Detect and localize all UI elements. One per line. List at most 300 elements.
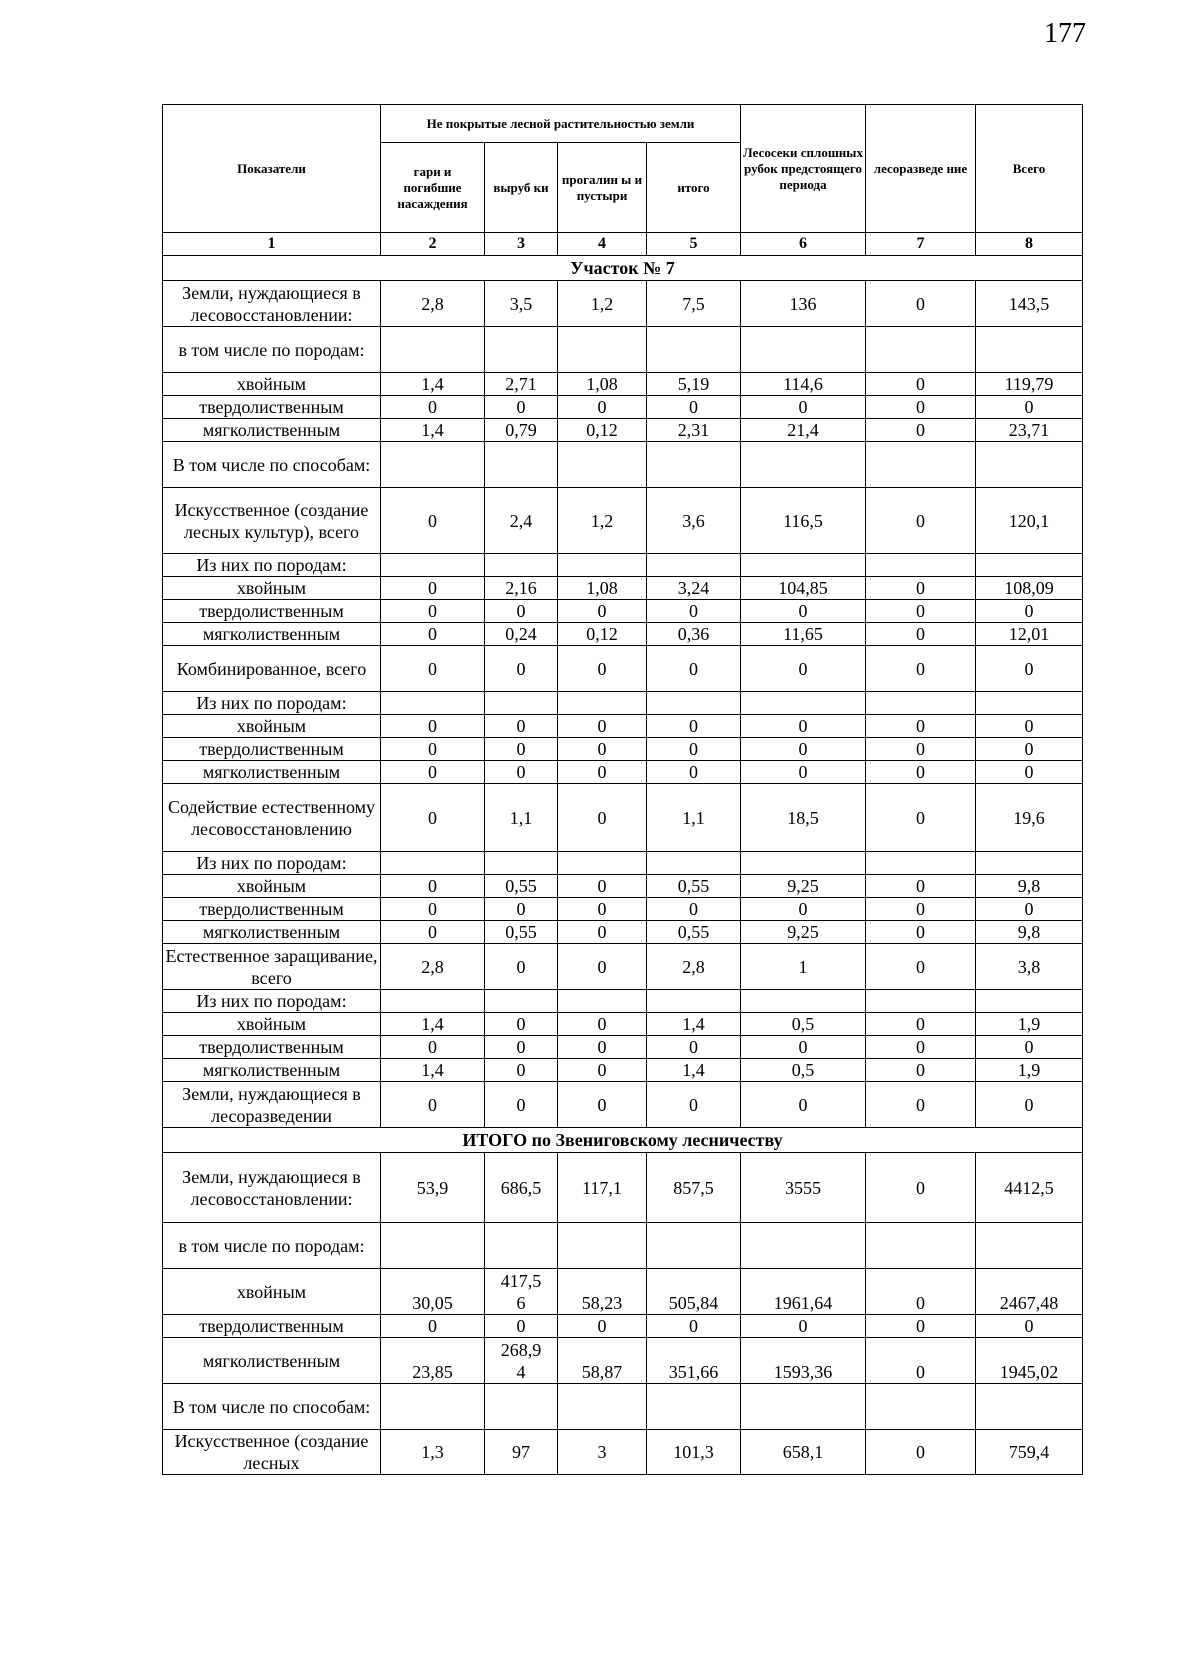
table-cell: 0 [741,898,866,921]
table-cell: 2467,48 [976,1269,1083,1315]
table-cell: 12,01 [976,623,1083,646]
row-label: Естественное заращивание, всего [163,944,381,990]
table-cell: 268,9 4 [485,1338,558,1384]
table-cell: 1,1 [485,784,558,852]
row-label: твердолиственным [163,600,381,623]
table-cell: 0 [381,761,485,784]
column-number-row [163,233,1083,256]
table-cell: 0 [485,1013,558,1036]
table-cell [866,852,976,875]
table-cell: 0,55 [485,921,558,944]
table-row [163,327,1083,373]
table-cell [741,852,866,875]
table-cell: 1,9 [976,1059,1083,1082]
table-cell: 0 [866,944,976,990]
table-cell: 1,4 [647,1013,741,1036]
table-cell: 0 [485,761,558,784]
table-cell [558,692,647,715]
table-cell [647,554,741,577]
table-cell: 0 [558,898,647,921]
table-cell [866,692,976,715]
table-cell: 0,12 [558,623,647,646]
row-label: в том числе по породам: [163,1223,381,1269]
table-cell: 117,1 [558,1153,647,1223]
table-row [163,396,1083,419]
table-cell: 0 [976,600,1083,623]
table-cell: 0 [558,1082,647,1128]
table-cell: 9,25 [741,921,866,944]
table-cell: 0 [558,738,647,761]
table-cell [381,327,485,373]
row-label: Из них по породам: [163,554,381,577]
table-cell: 3,5 [485,281,558,327]
table-cell: 1,4 [381,373,485,396]
table-cell [741,554,866,577]
table-cell: 0 [485,1315,558,1338]
header-afforestation: лесоразведе ние [866,105,976,233]
table-cell: 114,6 [741,373,866,396]
table-cell [485,852,558,875]
table-cell: 9,8 [976,875,1083,898]
row-label: твердолиственным [163,738,381,761]
table-cell: 1593,36 [741,1338,866,1384]
table-cell: 0 [866,281,976,327]
table-cell: 1,4 [647,1059,741,1082]
table-cell: 0,55 [647,875,741,898]
table-cell: 0 [485,1036,558,1059]
table-cell: 0 [381,623,485,646]
row-label: Комбинированное, всего [163,646,381,692]
column-number: 1 [163,233,381,256]
row-label: Из них по породам: [163,852,381,875]
row-label: хвойным [163,373,381,396]
table-row [163,990,1083,1013]
table-cell: 11,65 [741,623,866,646]
table-cell: 1,2 [558,488,647,554]
row-label: В том числе по способам: [163,1384,381,1430]
table-cell: 0 [976,1036,1083,1059]
table-cell: 7,5 [647,281,741,327]
table-row [163,1315,1083,1338]
table-cell: 0 [381,1082,485,1128]
table-cell: 0 [976,761,1083,784]
table-cell: 143,5 [976,281,1083,327]
table-cell: 0 [485,600,558,623]
table-cell: 0 [866,488,976,554]
table-cell: 0 [866,921,976,944]
table-cell [485,442,558,488]
table-cell: 0 [485,1059,558,1082]
table-cell [485,1384,558,1430]
table-cell: 0 [866,623,976,646]
row-label: мягколиственным [163,1338,381,1384]
table-cell: 58,87 [558,1338,647,1384]
row-label: хвойным [163,1013,381,1036]
table-cell: 0 [558,1013,647,1036]
table-cell: 0,55 [485,875,558,898]
table-cell [741,692,866,715]
table-cell [558,990,647,1013]
row-label: Искусственное (создание лесных [163,1430,381,1475]
column-number: 3 [485,233,558,256]
table-row [163,875,1083,898]
table-row [163,1384,1083,1430]
row-label: мягколиственным [163,623,381,646]
table-cell: 0 [381,1315,485,1338]
table-cell: 0 [976,1082,1083,1128]
column-number: 2 [381,233,485,256]
table-cell: 21,4 [741,419,866,442]
table-cell: 0 [485,396,558,419]
table-cell: 0 [866,715,976,738]
table-cell: 1,08 [558,577,647,600]
row-label: Земли, нуждающиеся в лесовосстановлении: [163,1153,381,1223]
table-cell: 1,4 [381,1059,485,1082]
table-cell: 1,9 [976,1013,1083,1036]
table-cell: 0 [381,646,485,692]
table-row [163,554,1083,577]
table-cell: 0 [381,715,485,738]
table-cell: 0 [558,944,647,990]
table-cell: 857,5 [647,1153,741,1223]
table-row [163,373,1083,396]
table-cell: 0 [741,1315,866,1338]
table-cell [741,1384,866,1430]
table-row [163,784,1083,852]
table-cell: 0 [647,1315,741,1338]
table-cell: 0 [558,784,647,852]
table-cell: 5,19 [647,373,741,396]
table-cell: 0 [381,600,485,623]
table-cell: 18,5 [741,784,866,852]
table-cell: 1945,02 [976,1338,1083,1384]
table-row [163,715,1083,738]
table-cell: 3,24 [647,577,741,600]
table-cell: 0 [866,1315,976,1338]
header-subtotal: итого [647,143,741,233]
table-cell [381,554,485,577]
table-cell: 2,8 [381,281,485,327]
table-cell [381,1384,485,1430]
table-cell: 120,1 [976,488,1083,554]
table-cell: 1 [741,944,866,990]
row-label: Содействие естественному лесовосстановлению [163,784,381,852]
table-cell: 0 [741,1036,866,1059]
header-total: Всего [976,105,1083,233]
table-cell: 0 [866,1013,976,1036]
table-cell: 108,09 [976,577,1083,600]
table-cell: 0,55 [647,921,741,944]
table-cell: 0 [741,600,866,623]
table-row [163,921,1083,944]
table-cell [647,442,741,488]
table-cell: 2,4 [485,488,558,554]
table-cell [485,990,558,1013]
table-cell: 0 [381,396,485,419]
table-cell: 0 [485,715,558,738]
table-cell: 0 [485,738,558,761]
table-cell [976,692,1083,715]
table-row [163,600,1083,623]
table-cell: 0 [976,396,1083,419]
table-row [163,852,1083,875]
table-row [163,1430,1083,1475]
table-row [163,646,1083,692]
table-cell: 116,5 [741,488,866,554]
row-label: хвойным [163,875,381,898]
table-cell [381,692,485,715]
table-cell: 0 [976,715,1083,738]
table-cell: 0 [485,898,558,921]
table-cell: 0 [866,875,976,898]
table-row [163,1013,1083,1036]
row-label: твердолиственным [163,396,381,419]
row-label: твердолиственным [163,1036,381,1059]
row-label: Искусственное (создание лесных культур), всего [163,488,381,554]
table-cell: 0 [647,600,741,623]
table-cell: 1961,64 [741,1269,866,1315]
table-cell: 0 [866,1036,976,1059]
table-cell [976,1223,1083,1269]
column-number: 7 [866,233,976,256]
table-cell [647,1384,741,1430]
table-cell: 0 [558,921,647,944]
table-cell: 0 [976,1315,1083,1338]
section-total-zvenigovo-row [163,1128,1083,1153]
table-cell: 505,84 [647,1269,741,1315]
table-cell: 0 [741,1082,866,1128]
table-row [163,1082,1083,1128]
table-row [163,1338,1083,1384]
table-cell [976,327,1083,373]
table-cell: 0 [558,646,647,692]
table-cell [741,327,866,373]
table-cell [381,990,485,1013]
table-row [163,577,1083,600]
table-cell [558,327,647,373]
table-cell: 0,5 [741,1059,866,1082]
table-row [163,761,1083,784]
table-cell: 0 [866,1153,976,1223]
table-cell: 0 [558,715,647,738]
header-indicators: Показатели [163,105,381,233]
table-cell: 0,36 [647,623,741,646]
table-cell: 58,23 [558,1269,647,1315]
table-cell: 1,4 [381,419,485,442]
table-cell: 0 [647,715,741,738]
table-cell [381,852,485,875]
table-cell: 0 [866,600,976,623]
table-cell: 0 [485,944,558,990]
table-cell [558,442,647,488]
row-label: мягколиственным [163,1059,381,1082]
table-cell: 3,8 [976,944,1083,990]
table-cell: 0 [866,373,976,396]
table-cell: 0 [647,761,741,784]
table-cell: 0,24 [485,623,558,646]
table-cell: 0 [866,1430,976,1475]
table-cell [558,1384,647,1430]
table-cell: 0 [741,396,866,419]
table-cell: 104,85 [741,577,866,600]
table-cell: 119,79 [976,373,1083,396]
table-cell: 19,6 [976,784,1083,852]
table-cell: 658,1 [741,1430,866,1475]
table-cell: 0 [558,600,647,623]
header-glades-wastelands: прогалин ы и пустыри [558,143,647,233]
table-cell: 0 [485,1082,558,1128]
column-number: 8 [976,233,1083,256]
table-row [163,692,1083,715]
table-cell: 0 [866,646,976,692]
table-cell [866,554,976,577]
table-cell: 0 [647,898,741,921]
row-label: Из них по породам: [163,990,381,1013]
table-cell: 0 [647,396,741,419]
table-row [163,281,1083,327]
row-label: мягколиственным [163,419,381,442]
table-row [163,1269,1083,1315]
table-row [163,488,1083,554]
table-cell: 1,3 [381,1430,485,1475]
table-cell [485,327,558,373]
table-cell: 0 [647,1036,741,1059]
table-cell: 101,3 [647,1430,741,1475]
table-cell: 9,25 [741,875,866,898]
table-cell [866,327,976,373]
table-cell: 0 [381,921,485,944]
table-cell: 0 [741,715,866,738]
table-cell: 3 [558,1430,647,1475]
row-label: мягколиственным [163,921,381,944]
row-label: твердолиственным [163,1315,381,1338]
table-cell [741,1223,866,1269]
header-cutovers: выруб ки [485,143,558,233]
table-cell: 0,79 [485,419,558,442]
row-label: хвойным [163,577,381,600]
row-label: хвойным [163,1269,381,1315]
header-burnt-dead-stands: гари и погибшие насаждения [381,143,485,233]
table-cell: 97 [485,1430,558,1475]
table-row [163,738,1083,761]
table-cell: 0 [647,1082,741,1128]
table-cell: 759,4 [976,1430,1083,1475]
table-cell: 1,4 [381,1013,485,1036]
table-row [163,419,1083,442]
table-cell: 0 [976,898,1083,921]
table-cell: 4412,5 [976,1153,1083,1223]
table-cell: 0 [866,577,976,600]
table-cell: 0 [485,646,558,692]
table-cell [741,442,866,488]
table-cell [976,554,1083,577]
column-number: 5 [647,233,741,256]
table-cell: 0 [381,784,485,852]
table-cell: 0 [866,738,976,761]
table-cell [558,554,647,577]
table-cell: 2,8 [381,944,485,990]
table-cell: 0 [866,1082,976,1128]
table-cell: 0 [866,1059,976,1082]
section-total-zvenigovo: ИТОГО по Звениговскому лесничеству [163,1128,1083,1153]
table-cell [976,852,1083,875]
table-cell [558,852,647,875]
row-label: твердолиственным [163,898,381,921]
table-cell: 30,05 [381,1269,485,1315]
table-cell: 3555 [741,1153,866,1223]
table-cell [381,1223,485,1269]
table-cell: 417,5 6 [485,1269,558,1315]
table-row [163,898,1083,921]
table-cell: 0 [558,396,647,419]
table-cell: 351,66 [647,1338,741,1384]
table-cell [485,554,558,577]
table-cell [647,852,741,875]
table-cell: 0 [381,577,485,600]
table-cell: 0 [381,898,485,921]
table-cell [866,1384,976,1430]
table-cell: 136 [741,281,866,327]
table-cell [485,1223,558,1269]
table-row [163,1223,1083,1269]
table-row [163,1036,1083,1059]
row-label: в том числе по породам: [163,327,381,373]
table-cell: 2,71 [485,373,558,396]
table-cell [647,327,741,373]
row-label: Земли, нуждающиеся в лесовосстановлении: [163,281,381,327]
table-cell: 0 [866,784,976,852]
table-cell: 0,5 [741,1013,866,1036]
table-cell: 0 [741,761,866,784]
table-cell [866,990,976,1013]
page-number: 177 [1044,18,1086,49]
table-cell [866,1223,976,1269]
table-cell: 23,85 [381,1338,485,1384]
table-cell: 0 [866,396,976,419]
forest-restoration-table [162,104,1083,1475]
table-cell: 23,71 [976,419,1083,442]
table-cell: 0 [741,646,866,692]
table-cell: 686,5 [485,1153,558,1223]
table-cell: 0 [381,875,485,898]
table-cell: 2,31 [647,419,741,442]
row-label: Земли, нуждающиеся в лесоразведении [163,1082,381,1128]
table-cell: 0 [866,419,976,442]
table-cell: 1,1 [647,784,741,852]
table-cell [647,692,741,715]
header-clearcut-areas: Лесосеки сплошных рубок предстоящего периода [741,105,866,233]
table-cell [741,990,866,1013]
column-number: 6 [741,233,866,256]
table-cell: 0 [976,738,1083,761]
table-cell: 0 [558,1036,647,1059]
row-label: В том числе по способам: [163,442,381,488]
table-row [163,1059,1083,1082]
table-cell: 0 [558,1059,647,1082]
row-label: Из них по породам: [163,692,381,715]
table-cell: 9,8 [976,921,1083,944]
table-cell: 0 [381,738,485,761]
table-cell: 0 [647,646,741,692]
table-cell [976,990,1083,1013]
table-cell [647,1223,741,1269]
row-label: мягколиственным [163,761,381,784]
table-cell: 0,12 [558,419,647,442]
table-cell: 2,16 [485,577,558,600]
table-cell: 1,2 [558,281,647,327]
table-cell [976,1384,1083,1430]
table-cell: 0 [866,1269,976,1315]
